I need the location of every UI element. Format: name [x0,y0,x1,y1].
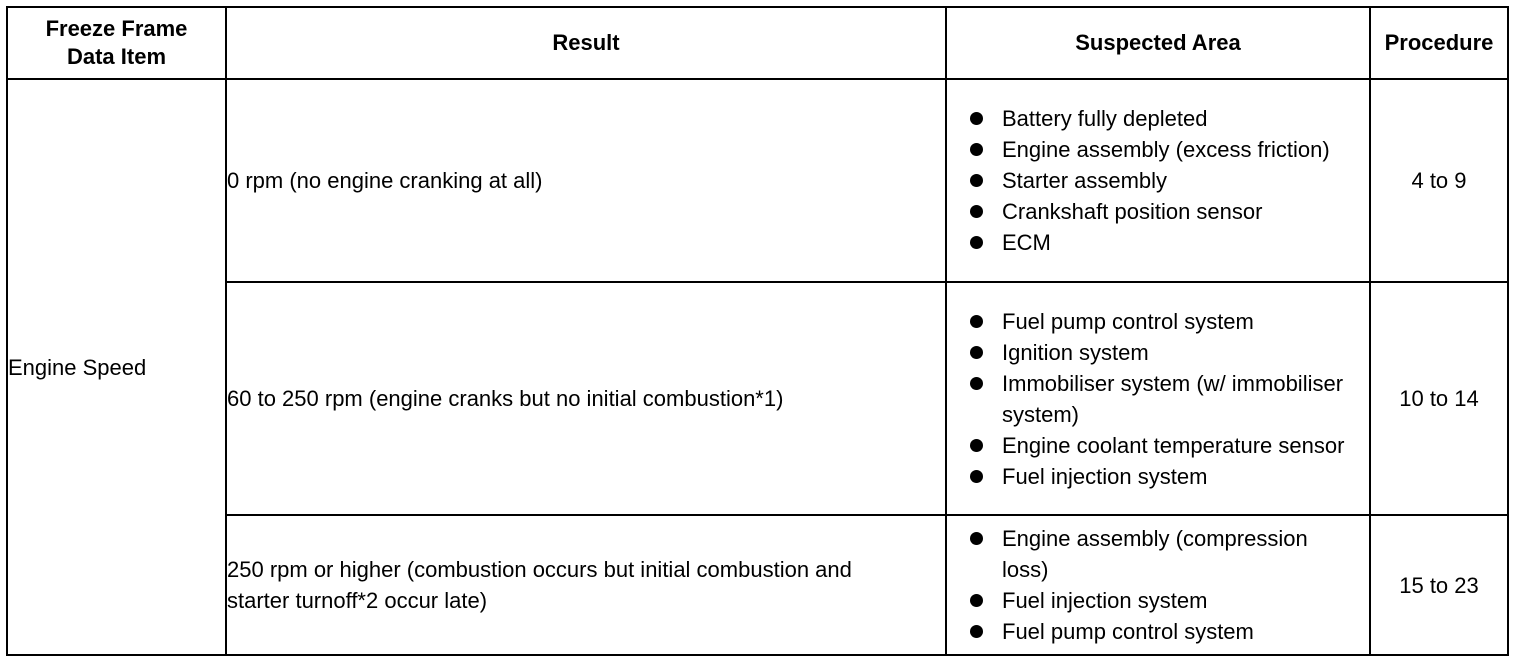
bullet-icon [970,377,983,390]
freeze-frame-table [6,6,1509,656]
table-row [7,515,1508,655]
bullet-icon [970,315,983,328]
result-cell: 60 to 250 rpm (engine cranks but no initial combustion*1) [226,282,946,515]
table-row [7,282,1508,515]
list-item: Immobiliser system (w/ immobiliser system) [947,368,1369,430]
header-procedure: Procedure [1370,7,1508,79]
header-row [7,7,1508,79]
suspected-area-list [947,523,1369,647]
list-item: Starter assembly [947,165,1369,196]
list-item: Fuel pump control system [947,306,1369,337]
suspected-area-cell [946,79,1370,282]
list-item: Ignition system [947,337,1369,368]
bullet-icon [970,346,983,359]
suspected-area-cell [946,515,1370,655]
header-result: Result [226,7,946,79]
list-item: Crankshaft position sensor [947,196,1369,227]
procedure-cell: 10 to 14 [1370,282,1508,515]
procedure-cell: 4 to 9 [1370,79,1508,282]
bullet-icon [970,205,983,218]
list-item: ECM [947,227,1369,258]
list-item: Fuel pump control system [947,616,1369,647]
list-item: Fuel injection system [947,585,1369,616]
bullet-icon [970,143,983,156]
data-item-cell: Engine Speed [7,79,226,655]
list-item: Fuel injection system [947,461,1369,492]
bullet-icon [970,625,983,638]
bullet-icon [970,236,983,249]
list-item: Engine coolant temperature sensor [947,430,1369,461]
list-item: Engine assembly (excess friction) [947,134,1369,165]
header-suspected-area: Suspected Area [946,7,1370,79]
suspected-area-list [947,103,1369,258]
result-cell: 250 rpm or higher (combustion occurs but initial combustion and starter turnoff*2 occur late) [226,515,946,655]
list-item: Battery fully depleted [947,103,1369,134]
bullet-icon [970,174,983,187]
suspected-area-list [947,306,1369,492]
bullet-icon [970,112,983,125]
bullet-icon [970,470,983,483]
list-item: Engine assembly (compression loss) [947,523,1369,585]
procedure-cell: 15 to 23 [1370,515,1508,655]
bullet-icon [970,594,983,607]
table-row [7,79,1508,282]
result-cell: 0 rpm (no engine cranking at all) [226,79,946,282]
bullet-icon [970,532,983,545]
header-freeze-frame-data-item: Freeze Frame Data Item [7,7,226,79]
bullet-icon [970,439,983,452]
suspected-area-cell [946,282,1370,515]
